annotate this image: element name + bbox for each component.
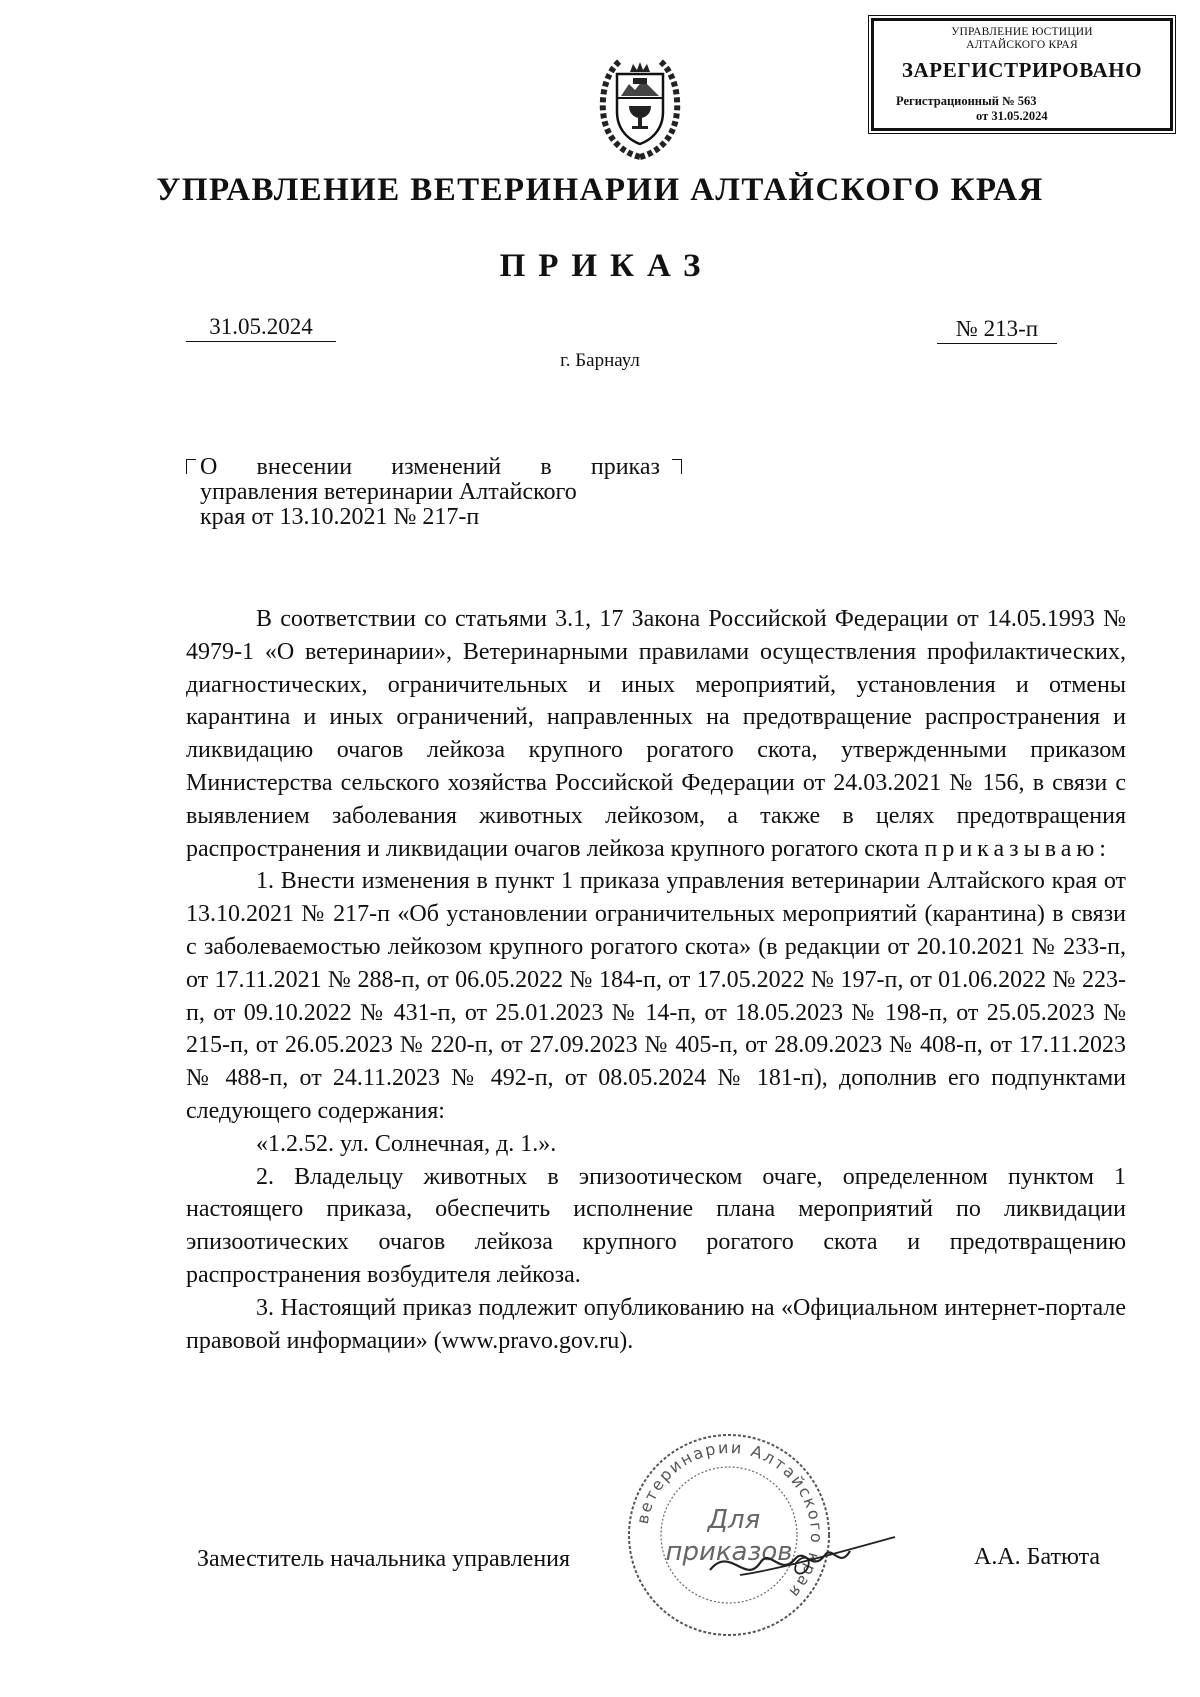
subject-corner-right <box>672 459 682 474</box>
subject-line-3: края от 13.10.2021 № 217-п <box>200 504 480 530</box>
subject-word: внесении <box>256 454 353 480</box>
item-1-subpoint: «1.2.52. ул. Солнечная, д. 1.». <box>256 1130 557 1157</box>
registration-stamp-org-line2: АЛТАЙСКОГО КРАЯ <box>966 39 1078 51</box>
registration-stamp <box>871 18 1173 131</box>
subject-line-1 <box>200 455 660 480</box>
subject-line-2: управления ветеринарии Алтайского <box>200 479 577 505</box>
document-body <box>186 603 1126 1357</box>
registration-stamp-org-line1: УПРАВЛЕНИЕ ЮСТИЦИИ <box>951 26 1093 38</box>
round-seal-center-line2: приказов <box>665 1537 793 1567</box>
registration-stamp-org <box>874 26 1170 52</box>
registration-number: Регистрационный № 563 <box>896 94 1037 108</box>
item-2-paragraph: 2. Владельцу животных в эпизоотическом очаге, определенном пунктом 1 настоящего приказа, обеспечить исполнение плана мероприятий по ликвидации эпизоотических очагов лейкоза крупного рогатого скота и предотвращению распространения возбудителя лейкоза. <box>186 1163 1126 1288</box>
subject-word: в <box>540 454 552 480</box>
item-3-paragraph: 3. Настоящий приказ подлежит опубликованию на «Официальном интернет-портале правовой информации» (www.pravo.gov.ru). <box>186 1294 1126 1354</box>
signer-name: А.А. Батюта <box>974 1544 1101 1570</box>
subject-corner-left <box>186 459 196 474</box>
item-1-paragraph: 1. Внести изменения в пункт 1 приказа управления ветеринарии Алтайского края от 13.10.2021 № 217-п «Об установлении ограничительных мероприятий (карантина) в связи с заболеваемостью лейкозом крупного рогатого скота» (в редакции от 20.10.2021 № 233-п, от 17.11.2021 № 288-п, от 06.05.2022 № 184-п, от 17.05.2022 № 197-п, от 01.06.2022 № 223-п, от 09.10.2022 № 431-п, от 25.01.2023 № 14-п, от 18.05.2023 № 198-п, от 25.05.2023 № 215-п, от 26.05.2023 № 220-п, от 27.09.2023 № 405-п, от 28.09.2023 № 408-п, от 17.11.2023 № 488-п, от 24.11.2023 № 492-п, от 08.05.2024 № 181-п), дополнив его подпунктами следующего содержания: <box>186 868 1126 1124</box>
subject-word: изменений <box>391 454 502 480</box>
registration-details <box>896 94 1048 124</box>
coat-of-arms-icon <box>595 52 685 162</box>
subject-word: О <box>200 454 218 480</box>
registration-date: от 31.05.2024 <box>976 109 1048 123</box>
preamble-text: В соответствии со статьями 3.1, 17 Закона Российской Федерации от 14.05.1993 № 4979-1 «О ветеринарии», Ветеринарными правилами осуществления профилактических, диагностических, ограничительных и иных мероприятий, установления и отмены карантина и иных ограничений, направленных на предотвращение распространения и ликвидацию очагов лейкоза крупного рогатого скота, утвержденными приказом Министерства сельского хозяйства Российской Федерации от 24.03.2021 № 156, в связи с выявлением заболевания животных лейкозом, а также в целях предотвращения распространения и ликвидации очагов лейкоза крупного рогатого скота <box>186 606 1126 862</box>
handwritten-signature-icon <box>700 1525 900 1595</box>
registration-status: ЗАРЕГИСТРИРОВАНО <box>901 58 1143 82</box>
order-word: приказываю: <box>924 835 1111 862</box>
signer-position: Заместитель начальника управления <box>197 1546 571 1572</box>
document-date: 31.05.2024 <box>186 314 336 342</box>
document-city: г. Барнаул <box>560 350 640 371</box>
document-type: ПРИКАЗ <box>499 248 714 284</box>
document-number: № 213-п <box>937 316 1057 344</box>
organization-title: УПРАВЛЕНИЕ ВЕТЕРИНАРИИ АЛТАЙСКОГО КРАЯ <box>156 172 1044 208</box>
round-seal-ring-text: ветеринарии Алтайского края <box>632 1437 827 1603</box>
preamble-paragraph <box>186 603 1126 865</box>
subject-word: приказ <box>590 454 660 480</box>
document-subject <box>200 455 660 530</box>
round-seal-center-line1: Для <box>707 1505 761 1535</box>
